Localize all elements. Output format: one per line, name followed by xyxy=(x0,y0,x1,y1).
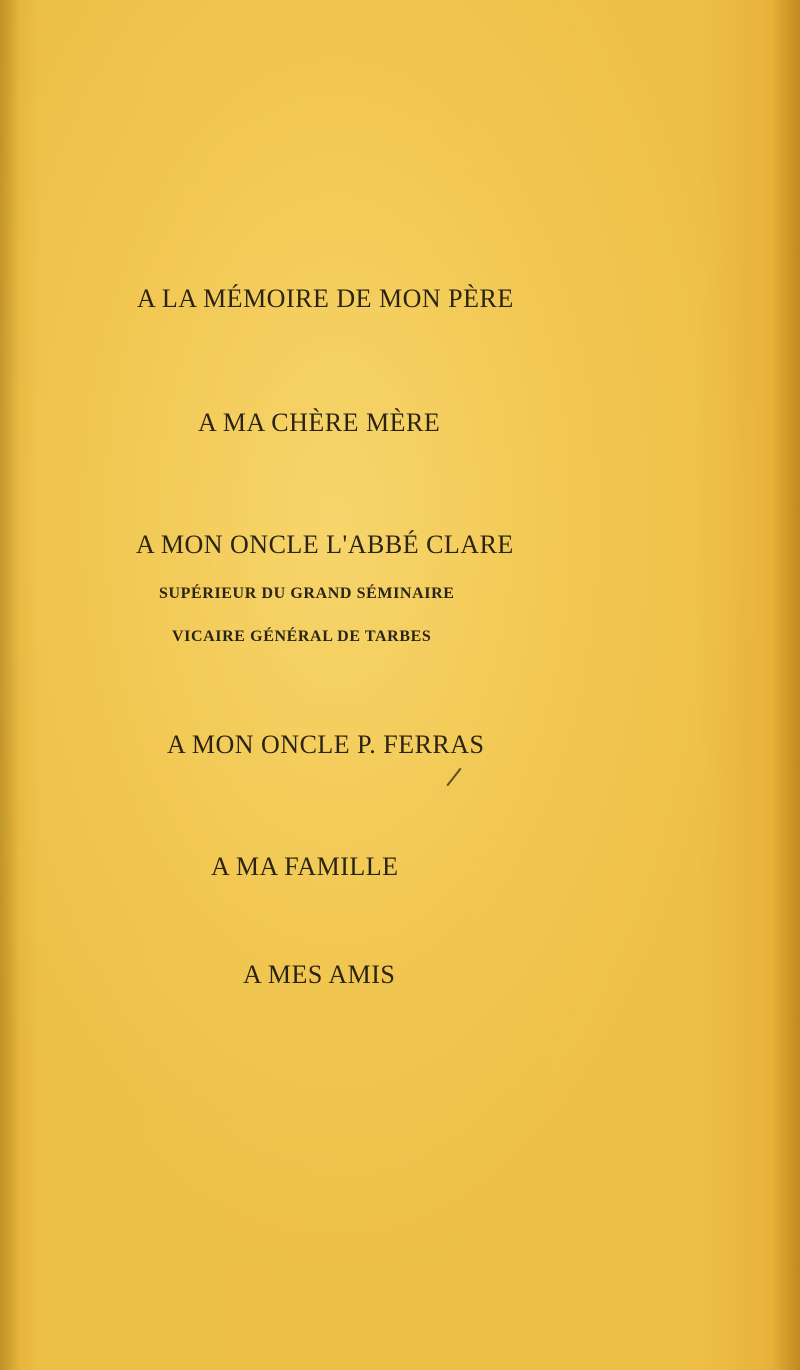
pencil-mark xyxy=(446,768,461,787)
dedication-uncle-ferras: A MON ONCLE P. FERRAS xyxy=(167,730,485,759)
dedication-uncle-clare: A MON ONCLE L'ABBÉ CLARE xyxy=(136,530,514,559)
dedication-father: A LA MÉMOIRE DE MON PÈRE xyxy=(137,284,514,313)
page-left-edge xyxy=(0,0,20,1370)
dedication-friends: A MES AMIS xyxy=(243,960,396,989)
dedication-family: A MA FAMILLE xyxy=(211,852,399,881)
uncle-clare-title-2: VICAIRE GÉNÉRAL DE TARBES xyxy=(172,628,432,645)
uncle-clare-title-1: SUPÉRIEUR DU GRAND SÉMINAIRE xyxy=(159,585,455,602)
dedication-mother: A MA CHÈRE MÈRE xyxy=(198,408,441,437)
page-right-edge xyxy=(772,0,800,1370)
